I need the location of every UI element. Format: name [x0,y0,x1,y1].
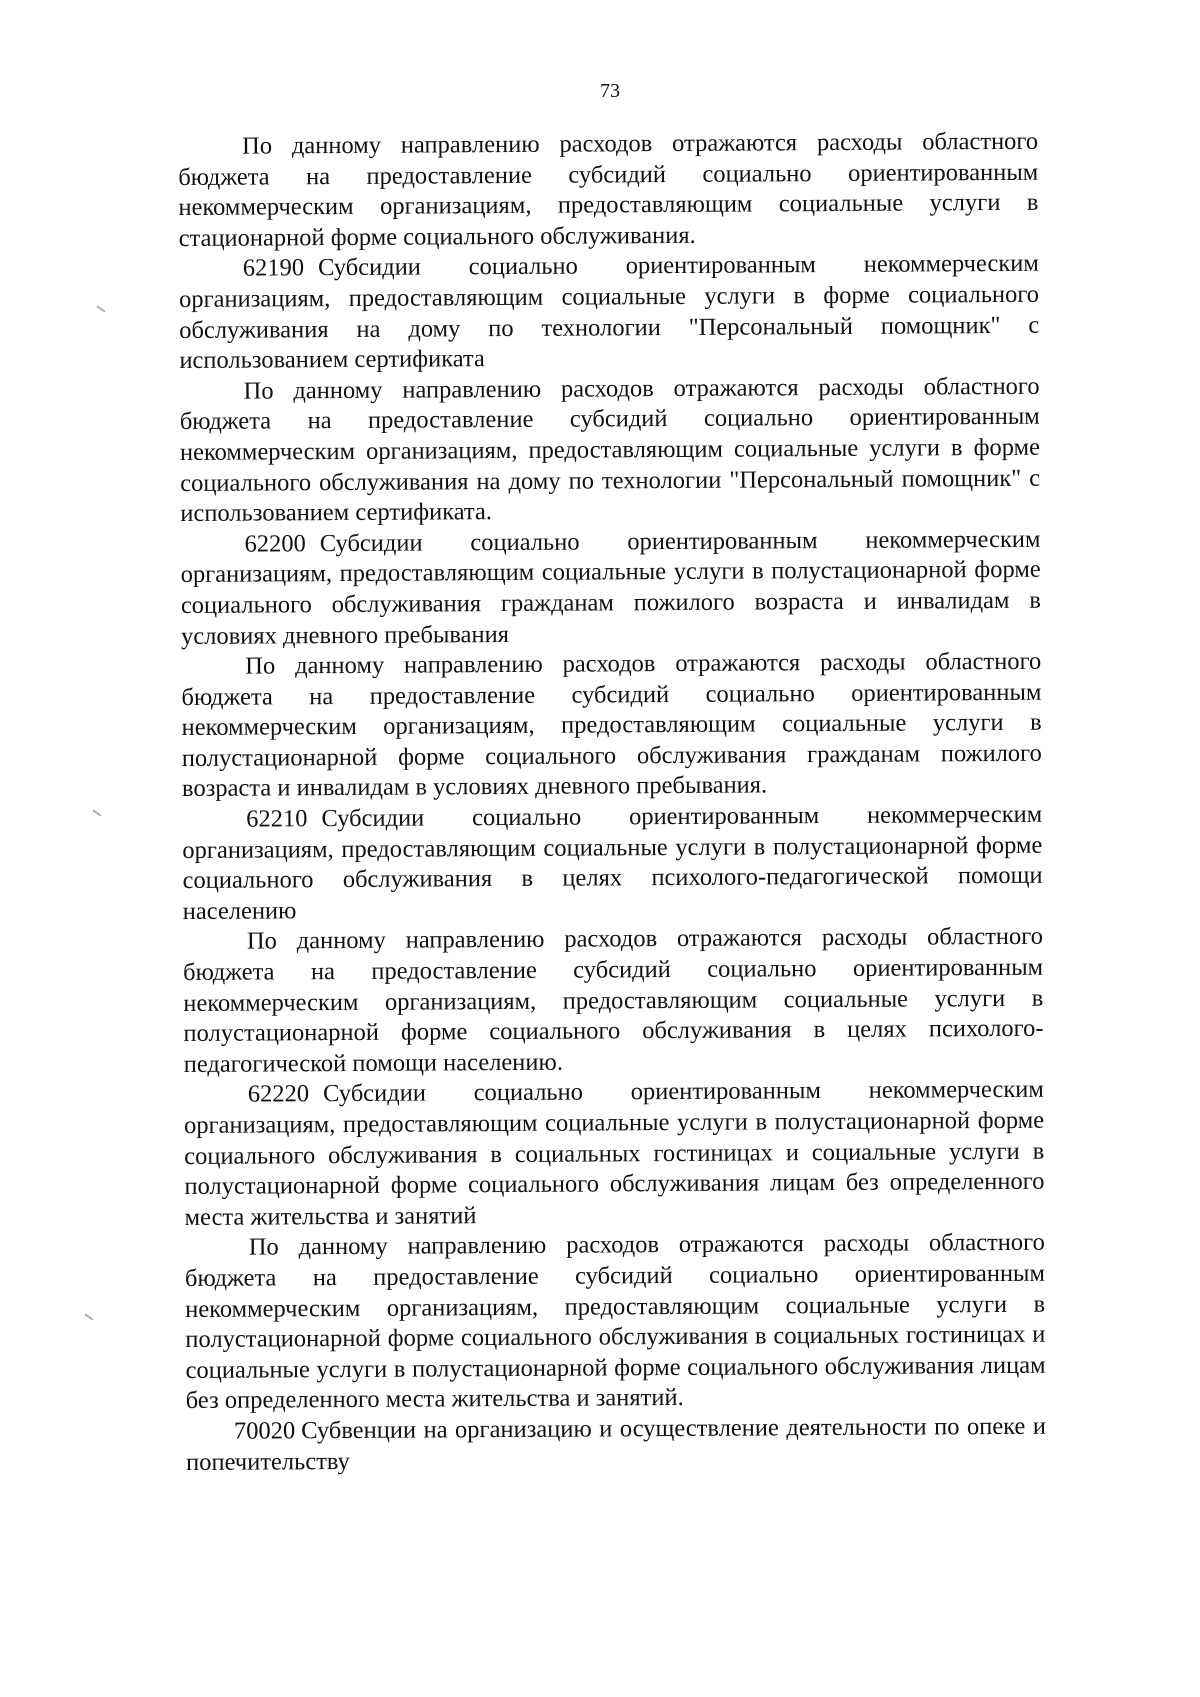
expense-description: По данному направлению расходов отражаются расходы областного бюджета на предоставление субсидий социально ориентированным некоммерческим организациям, предоставляющим социальные услуги в полустационарной форме социального обслуживания гражданам пожилого возраста и инвалидам в условиях дневного пребывания. [181,647,1042,803]
scan-mark [92,809,101,816]
expense-code: 70020 [233,1417,296,1445]
expense-code-heading [186,1412,1046,1478]
page-number: 73 [600,80,620,102]
expense-code-heading [184,1075,1045,1233]
expense-code: 62200 [244,529,306,558]
expense-code-heading [182,800,1043,928]
expense-code: 62210 [246,805,308,833]
expense-description: По данному направлению расходов отражаются расходы областного бюджета на предоставление субсидий социально ориентированным некоммерческим организациям, предоставляющим социальные услуги в стационарной форме социального обслуживания. [178,127,1039,252]
expense-description: По данному направлению расходов отражаются расходы областного бюджета на предоставление субсидий социально ориентированным некоммерческим организациям, предоставляющим социальные услуги в полустационарной форме социального обслуживания в социальных гостиницах и социальные услуги в полустационарной форме социального обслуживания лицам без определенного места жительства и занятий. [184,1229,1046,1415]
expense-code-title: Субсидии социально ориентированным некоммерческим организациям, предоставляющим социальные услуги в форме социального обслуживания на дому по технологии "Персональный помощник" с использованием сертификата [178,250,1040,375]
expense-code-title: Субсидии социально ориентированным некоммерческим организациям, предоставляющим социальные услуги в полустационарной форме социального обслуживания в целях психолого-педагогической помощи населению [182,800,1043,925]
expense-code-title: Субсидии социально ориентированным некоммерческим организациям, предоставляющим социальные услуги в полустационарной форме социального обслуживания в социальных гостиницах и социальные услуги в полустационарной форме социального обслуживания лицам без определенного места жительства и занятий [183,1076,1045,1231]
expense-description: По данному направлению расходов отражаются расходы областного бюджета на предоставление субсидий социально ориентированным некоммерческим организациям, предоставляющим социальные услуги в полустационарной форме социального обслуживания в целях психолого-педагогической помощи населению. [183,923,1044,1078]
document-body [178,127,1046,1478]
expense-code-title: Субвенции на организацию и осуществление деятельности по опеке и попечительству [186,1412,1047,1476]
scan-mark [84,1313,93,1320]
scan-mark [96,305,105,312]
expense-code: 62190 [242,254,305,282]
expense-code-title: Субсидии социально ориентированным некоммерческим организациям, предоставляющим социальные услуги в полустационарной форме социального обслуживания гражданам пожилого возраста и инвалидам в условиях дневного пребывания [180,525,1041,650]
expense-code-heading [179,249,1040,377]
expense-code-heading [180,524,1041,652]
expense-description: По данному направлению расходов отражаются расходы областного бюджета на предоставление субсидий социально ориентированным некоммерческим организациям, предоставляющим социальные услуги в форме социального обслуживания на дому по технологии "Персональный помощник" с использованием сертификата. [179,372,1041,528]
expense-code: 62220 [247,1080,310,1108]
